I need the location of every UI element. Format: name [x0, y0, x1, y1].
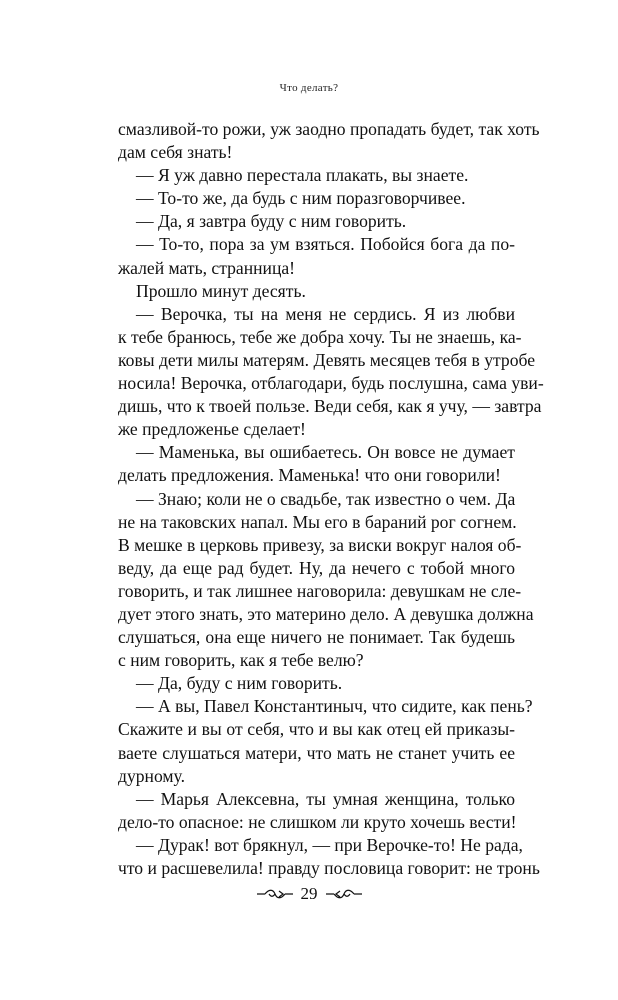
- text-line: Прошло минут десять.: [136, 280, 306, 301]
- text-line: говорить, и так лишнее наговорила: девушкам не сле-: [118, 580, 522, 601]
- page-number: 29: [300, 884, 318, 903]
- text-line: — А вы, Павел Константиныч, что сидите, как пень?: [136, 696, 533, 717]
- right-ornament-icon: [324, 887, 364, 901]
- text-line: не на таковских напал. Мы его в бараний рог согнем.: [118, 511, 517, 532]
- text-line: дам себя знать!: [118, 142, 233, 163]
- text-line: что и расшевелила! правду пословица говорит: не тронь: [118, 858, 540, 878]
- text-line: — Да, буду с ним говорить.: [136, 673, 343, 694]
- text-line: — Маменька, вы ошибаетесь. Он вовсе не думает: [136, 442, 515, 463]
- text-line: — Да, я завтра буду с ним говорить.: [136, 211, 407, 232]
- text-line: смазливой-то рожи, уж заодно пропадать будет, так хоть: [118, 119, 540, 139]
- text-line: Скажите и вы от себя, что и вы как отец ей приказы-: [118, 719, 515, 740]
- text-line: жалей мать, странница!: [118, 257, 296, 278]
- text-line: — Дурак! вот брякнул, — при Верочке-то! Не рада,: [136, 834, 523, 855]
- text-line: — То-то же, да будь с ним поразговорчивее.: [136, 188, 466, 209]
- text-line: делать предложения. Маменька! что они говорили!: [118, 465, 501, 486]
- text-line: носила! Верочка, отблагодари, будь послушна, сама уви-: [118, 373, 544, 394]
- left-ornament-icon: [255, 887, 295, 901]
- text-line: дело-то опасное: не слишком ли круто хочешь вести!: [118, 811, 517, 832]
- running-head-title: Что делать?: [279, 82, 339, 94]
- text-line: слушаться, она еще ничего не понимает. Так будешь: [118, 627, 515, 648]
- text-line: веду, да еще рад будет. Ну, да нечего с тобой много: [118, 557, 515, 578]
- page-folio: [0, 884, 618, 904]
- text-line: В мешке в церковь привезу, за виски вокруг налоя об-: [118, 534, 522, 555]
- text-line: ковы дети милы матерям. Девять месяцев тебя в утробе: [118, 349, 536, 370]
- text-line: дует этого знать, это материно дело. А девушка должна: [118, 603, 534, 624]
- text-line: к тебе бранюсь, тебе же добра хочу. Ты не знаешь, ка-: [118, 326, 522, 347]
- text-line: дурному.: [118, 765, 185, 786]
- text-line: же предложенье сделает!: [118, 419, 306, 440]
- text-line: — Знаю; коли не о свадьбе, так известно о чем. Да: [136, 488, 516, 509]
- text-line: с ним говорить, как я тебе велю?: [118, 650, 364, 671]
- text-line: — Марья Алексевна, ты умная женщина, только: [136, 788, 515, 809]
- text-line: ваете слушаться матери, что мать не станет учить ее: [118, 742, 515, 763]
- text-line: — Я уж давно перестала плакать, вы знаете.: [136, 165, 469, 186]
- text-line: — Верочка, ты на меня не сердись. Я из любви: [136, 303, 515, 324]
- text-line: — То-то, пора за ум взяться. Побойся бога да по-: [136, 234, 515, 255]
- text-line: дишь, что к твоей пользе. Веди себя, как я учу, — завтра: [118, 396, 542, 417]
- body-text: [118, 118, 544, 880]
